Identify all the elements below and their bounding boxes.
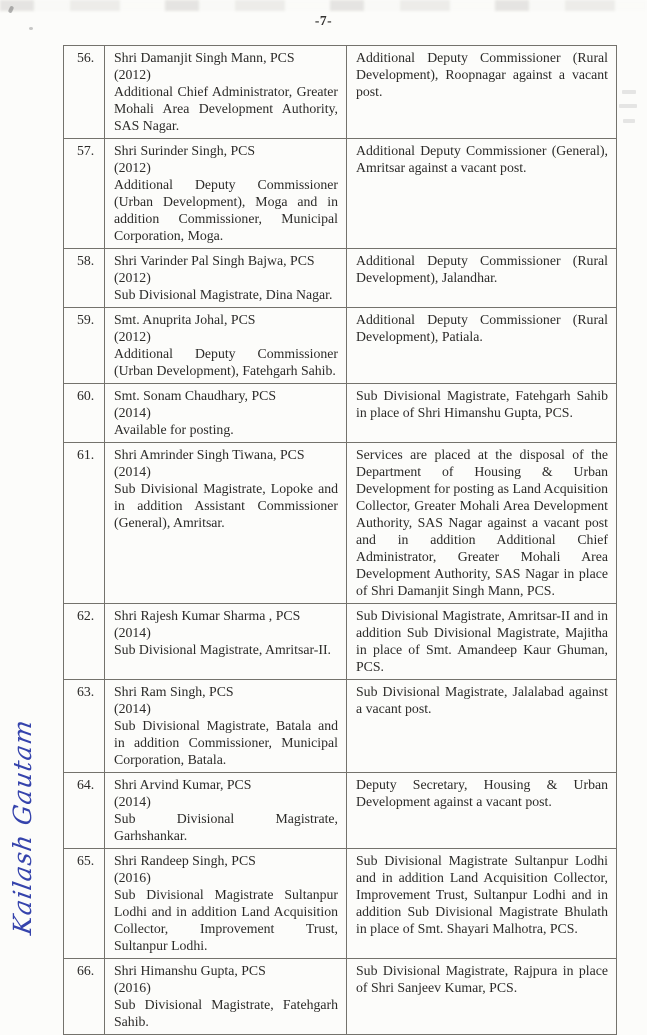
officer-batch-year: (2014) bbox=[114, 625, 151, 640]
scan-margin-mark bbox=[623, 119, 635, 123]
officer-cell bbox=[105, 384, 347, 443]
table-row bbox=[64, 773, 617, 849]
officer-cell bbox=[105, 443, 347, 604]
table-row bbox=[64, 384, 617, 443]
current-posting: Sub Divisional Magistrate, Fatehgarh Sahib. bbox=[114, 997, 338, 1029]
officer-name: Smt. Anuprita Johal, PCS bbox=[114, 312, 256, 327]
officer-cell bbox=[105, 308, 347, 384]
table-row bbox=[64, 849, 617, 959]
serial-number: 59. bbox=[64, 308, 105, 384]
new-posting: Additional Deputy Commissioner (General), Amritsar against a vacant post. bbox=[347, 139, 617, 249]
officer-batch-year: (2016) bbox=[114, 870, 151, 885]
signature-handwriting: Kailash Gautam bbox=[8, 717, 37, 937]
officer-name: Shri Arvind Kumar, PCS bbox=[114, 777, 252, 792]
officer-cell bbox=[105, 680, 347, 773]
officer-batch-year: (2012) bbox=[114, 329, 151, 344]
officer-cell bbox=[105, 773, 347, 849]
new-posting: Sub Divisional Magistrate, Rajpura in place of Shri Sanjeev Kumar, PCS. bbox=[347, 959, 617, 1035]
new-posting: Sub Divisional Magistrate Sultanpur Lodhi and in addition Land Acquisition Collector, Improvement Trust, Sultanpur Lodhi and in addition Sub Divisional Magistrate Bhulath in place of Smt. Shayari Malhotra, PCS. bbox=[347, 849, 617, 959]
new-posting: Services are placed at the disposal of the Department of Housing & Urban Development for posting as Land Acquisition Collector, Greater Mohali Area Development Authority, SAS Nagar against a vacant post and in addition Additional Chief Administrator, Greater Mohali Area Development Authority, SAS Nagar in place of Shri Damanjit Singh Mann, PCS. bbox=[347, 443, 617, 604]
officer-cell bbox=[105, 849, 347, 959]
table-row bbox=[64, 308, 617, 384]
officer-cell bbox=[105, 46, 347, 139]
table-row bbox=[64, 249, 617, 308]
officer-batch-year: (2012) bbox=[114, 270, 151, 285]
officer-name: Shri Ram Singh, PCS bbox=[114, 684, 234, 699]
scan-margin-mark bbox=[619, 104, 637, 108]
current-posting: Sub Divisional Magistrate, Batala and in addition Commissioner, Municipal Corporation, Batala. bbox=[114, 718, 338, 767]
new-posting: Sub Divisional Magistrate, Fatehgarh Sahib in place of Shri Himanshu Gupta, PCS. bbox=[347, 384, 617, 443]
serial-number: 57. bbox=[64, 139, 105, 249]
table-body bbox=[64, 46, 617, 1035]
officer-batch-year: (2014) bbox=[114, 464, 151, 479]
table-row bbox=[64, 959, 617, 1035]
officer-cell bbox=[105, 249, 347, 308]
serial-number: 62. bbox=[64, 604, 105, 680]
table-row bbox=[64, 46, 617, 139]
officer-name: Shri Himanshu Gupta, PCS bbox=[114, 963, 266, 978]
serial-number: 58. bbox=[64, 249, 105, 308]
serial-number: 63. bbox=[64, 680, 105, 773]
serial-number: 65. bbox=[64, 849, 105, 959]
officer-batch-year: (2014) bbox=[114, 701, 151, 716]
page-number: -7- bbox=[314, 13, 333, 28]
officer-name: Shri Damanjit Singh Mann, PCS bbox=[114, 50, 295, 65]
scan-artifact-band bbox=[0, 0, 647, 11]
current-posting: Additional Deputy Commissioner (Urban Development), Fatehgarh Sahib. bbox=[114, 346, 338, 378]
officer-batch-year: (2014) bbox=[114, 405, 151, 420]
new-posting: Additional Deputy Commissioner (Rural Development), Patiala. bbox=[347, 308, 617, 384]
officer-cell bbox=[105, 139, 347, 249]
officer-batch-year: (2012) bbox=[114, 67, 151, 82]
new-posting: Deputy Secretary, Housing & Urban Development against a vacant post. bbox=[347, 773, 617, 849]
current-posting: Sub Divisional Magistrate, Garhshankar. bbox=[114, 811, 338, 843]
current-posting: Additional Deputy Commissioner (Urban Development), Moga and in addition Commissioner, Municipal Corporation, Moga. bbox=[114, 177, 338, 243]
officer-batch-year: (2012) bbox=[114, 160, 151, 175]
officer-name: Smt. Sonam Chaudhary, PCS bbox=[114, 388, 276, 403]
officer-name: Shri Randeep Singh, PCS bbox=[114, 853, 256, 868]
officer-name: Shri Rajesh Kumar Sharma , PCS bbox=[114, 608, 301, 623]
serial-number: 56. bbox=[64, 46, 105, 139]
table-row bbox=[64, 604, 617, 680]
serial-number: 61. bbox=[64, 443, 105, 604]
officer-name: Shri Surinder Singh, PCS bbox=[114, 143, 256, 158]
officer-name: Shri Varinder Pal Singh Bajwa, PCS bbox=[114, 253, 315, 268]
current-posting: Sub Divisional Magistrate, Amritsar-II. bbox=[114, 642, 331, 657]
current-posting: Additional Chief Administrator, Greater Mohali Area Development Authority, SAS Nagar. bbox=[114, 84, 338, 133]
serial-number: 60. bbox=[64, 384, 105, 443]
current-posting: Available for posting. bbox=[114, 422, 234, 437]
new-posting: Additional Deputy Commissioner (Rural Development), Jalandhar. bbox=[347, 249, 617, 308]
serial-number: 64. bbox=[64, 773, 105, 849]
new-posting: Sub Divisional Magistrate, Amritsar-II and in addition Sub Divisional Magistrate, Majitha in place of Smt. Amandeep Kaur Ghuman, PCS. bbox=[347, 604, 617, 680]
officer-cell bbox=[105, 959, 347, 1035]
current-posting: Sub Divisional Magistrate, Lopoke and in addition Assistant Commissioner (General), Amritsar. bbox=[114, 481, 338, 530]
table-row bbox=[64, 680, 617, 773]
current-posting: Sub Divisional Magistrate Sultanpur Lodhi and in addition Land Acquisition Collector, Improvement Trust, Sultanpur Lodhi. bbox=[114, 887, 338, 953]
current-posting: Sub Divisional Magistrate, Dina Nagar. bbox=[114, 287, 333, 302]
new-posting: Additional Deputy Commissioner (Rural Development), Roopnagar against a vacant post. bbox=[347, 46, 617, 139]
officer-cell bbox=[105, 604, 347, 680]
officer-batch-year: (2016) bbox=[114, 980, 151, 995]
table-row bbox=[64, 443, 617, 604]
scan-margin-mark bbox=[622, 90, 636, 94]
new-posting: Sub Divisional Magistrate, Jalalabad against a vacant post. bbox=[347, 680, 617, 773]
transfer-order-table bbox=[63, 45, 617, 1035]
serial-number: 66. bbox=[64, 959, 105, 1035]
officer-batch-year: (2014) bbox=[114, 794, 151, 809]
table-row bbox=[64, 139, 617, 249]
officer-name: Shri Amrinder Singh Tiwana, PCS bbox=[114, 447, 305, 462]
